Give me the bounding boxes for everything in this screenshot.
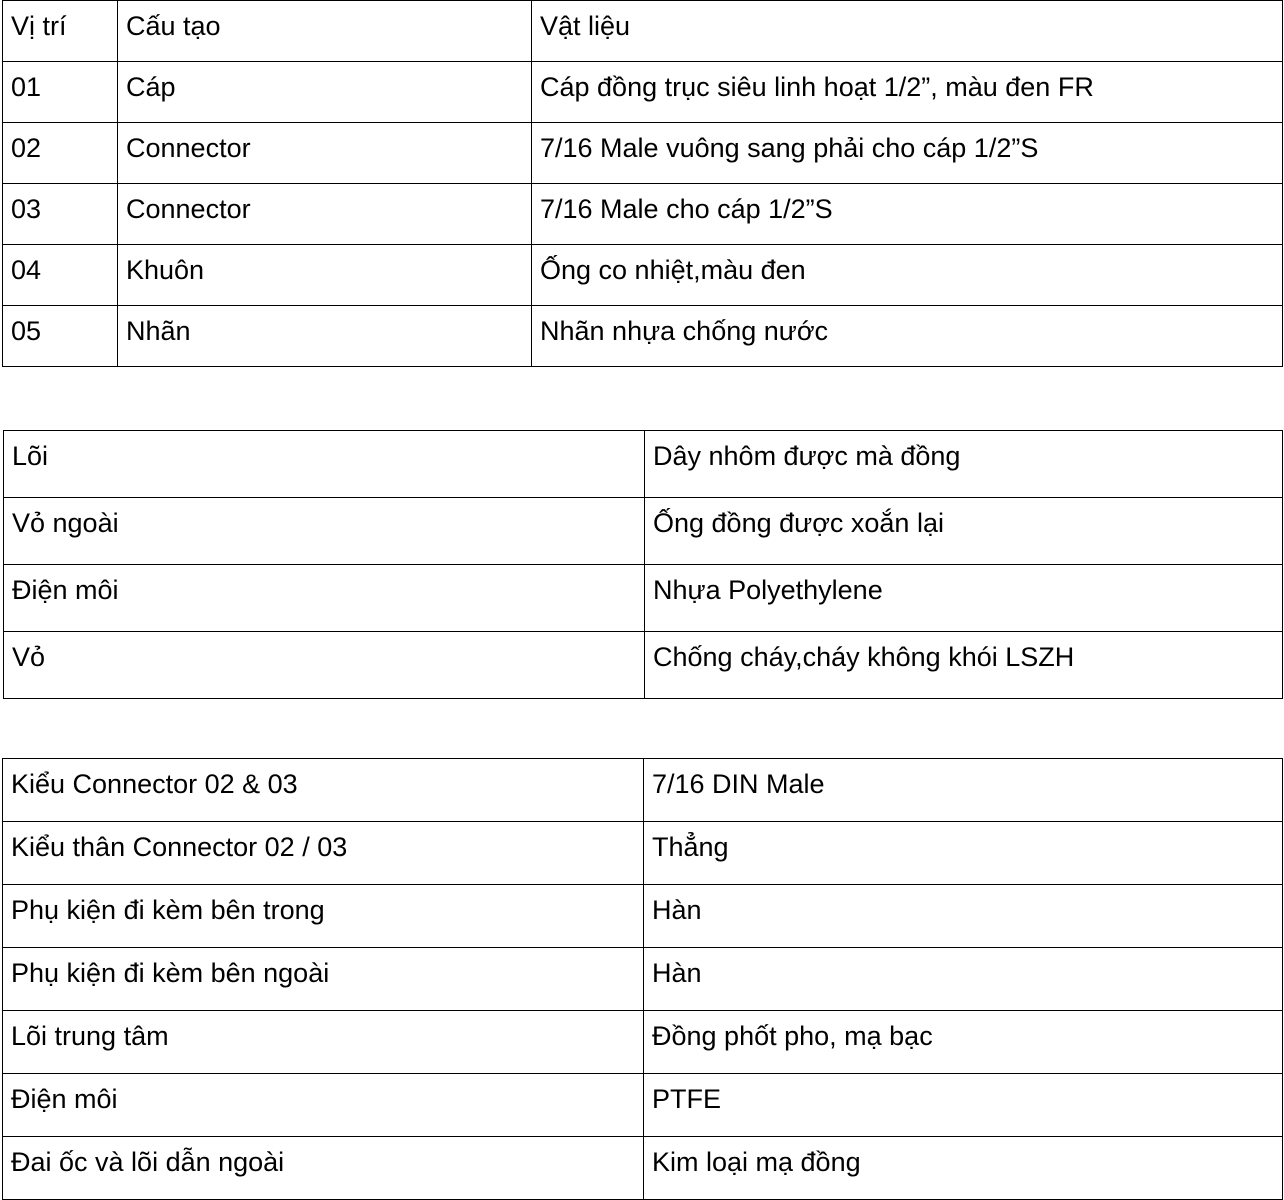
table-row [3, 245, 1283, 306]
cell-structure: Nhãn [118, 306, 532, 367]
table-row [4, 498, 1283, 565]
table-row [3, 62, 1283, 123]
cell-value: PTFE [644, 1074, 1283, 1137]
table-row [3, 948, 1283, 1011]
table-row [3, 1137, 1283, 1200]
cell-label: Vỏ [4, 632, 645, 699]
cell-position: 03 [3, 184, 118, 245]
parts-table [2, 0, 1283, 367]
table-row [3, 1011, 1283, 1074]
cell-value: Hàn [644, 948, 1283, 1011]
table-row [3, 759, 1283, 822]
cell-value: Dây nhôm được mà đồng [645, 431, 1283, 498]
cell-value: Thẳng [644, 822, 1283, 885]
cell-label: Điện môi [3, 1074, 644, 1137]
table-row [3, 123, 1283, 184]
table-row [3, 1074, 1283, 1137]
cell-label: Lõi trung tâm [3, 1011, 644, 1074]
header-structure: Cấu tạo [118, 1, 532, 62]
table-row [4, 431, 1283, 498]
cell-value: Nhựa Polyethylene [645, 565, 1283, 632]
cell-label: Vỏ ngoài [4, 498, 645, 565]
cell-value: Ống đồng được xoắn lại [645, 498, 1283, 565]
cell-value: Đồng phốt pho, mạ bạc [644, 1011, 1283, 1074]
cell-value: Kim loại mạ đồng [644, 1137, 1283, 1200]
cell-material: 7/16 Male cho cáp 1/2”S [532, 184, 1283, 245]
cell-label: Phụ kiện đi kèm bên trong [3, 885, 644, 948]
header-material: Vật liệu [532, 1, 1283, 62]
cable-spec-table [3, 430, 1283, 699]
cell-label: Kiểu thân Connector 02 / 03 [3, 822, 644, 885]
cell-structure: Connector [118, 184, 532, 245]
cell-value: Hàn [644, 885, 1283, 948]
cell-position: 05 [3, 306, 118, 367]
table-row [3, 885, 1283, 948]
table-header-row [3, 1, 1283, 62]
table-row [3, 306, 1283, 367]
cell-value: Chống cháy,cháy không khói LSZH [645, 632, 1283, 699]
cell-material: Cáp đồng trục siêu linh hoạt 1/2”, màu đen FR [532, 62, 1283, 123]
cell-structure: Khuôn [118, 245, 532, 306]
cell-label: Lõi [4, 431, 645, 498]
cell-structure: Connector [118, 123, 532, 184]
cell-position: 02 [3, 123, 118, 184]
cell-material: 7/16 Male vuông sang phải cho cáp 1/2”S [532, 123, 1283, 184]
cell-label: Kiểu Connector 02 & 03 [3, 759, 644, 822]
cell-material: Ống co nhiệt,màu đen [532, 245, 1283, 306]
cell-value: 7/16 DIN Male [644, 759, 1283, 822]
table-row [3, 184, 1283, 245]
table-row [4, 632, 1283, 699]
cell-position: 04 [3, 245, 118, 306]
connector-spec-table [2, 758, 1283, 1200]
cell-label: Phụ kiện đi kèm bên ngoài [3, 948, 644, 1011]
cell-label: Điện môi [4, 565, 645, 632]
cell-structure: Cáp [118, 62, 532, 123]
cell-label: Đai ốc và lõi dẫn ngoài [3, 1137, 644, 1200]
table-row [3, 822, 1283, 885]
header-position: Vị trí [3, 1, 118, 62]
table-row [4, 565, 1283, 632]
cell-position: 01 [3, 62, 118, 123]
cell-material: Nhãn nhựa chống nước [532, 306, 1283, 367]
